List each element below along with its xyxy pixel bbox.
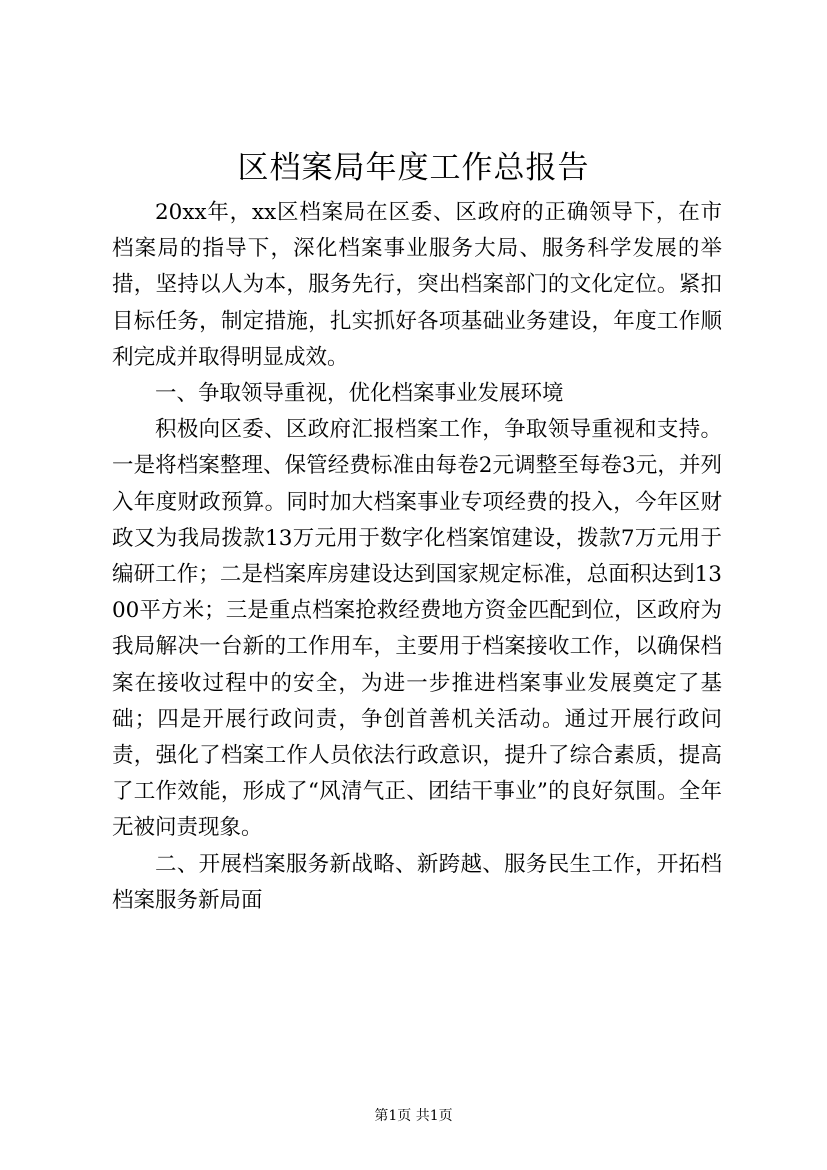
paragraph-section-1: 积极向区委、区政府汇报档案工作，争取领导重视和支持。一是将档案整理、保管经费标准由每卷2元调整至每卷3元，并列入年度财政预算。同时加大档案事业专项经费的投入，今年区财政又为我局拨款13万元用于数字化档案馆建设，拨款7万元用于编研工作；二是档案库房建设达到国家规定标准，总面积达到1300平方米；三是重点档案抢救经费地方资金匹配到位，区政府为我局解决一台新的工作用车，主要用于档案接收工作，以确保档案在接收过程中的安全，为进一步推进档案事业发展奠定了基础；四是开展行政问责，争创首善机关活动。通过开展行政问责，强化了档案工作人员依法行政意识，提升了综合素质，提高了工作效能，形成了“风清气正、团结干事业”的良好氛围。全年无被问责现象。	[112, 417, 722, 841]
section-heading-2: 二、开展档案服务新战略、新跨越、服务民生工作，开拓档档案服务新局面	[112, 851, 722, 913]
document-title: 区档案局年度工作总报告	[237, 150, 590, 186]
document-body	[112, 195, 722, 919]
page-footer: 第1页 共1页	[374, 1108, 453, 1124]
paragraph-intro: 20xx年，xx区档案局在区委、区政府的正确领导下，在市档案局的指导下，深化档案事业服务大局、服务科学发展的举措，坚持以人为本，服务先行，突出档案部门的文化定位。紧扣目标任务，制定措施，扎实抓好各项基础业务建设，年度工作顺利完成并取得明显成效。	[112, 200, 722, 370]
section-heading-1: 一、争取领导重视，优化档案事业发展环境	[155, 381, 564, 407]
